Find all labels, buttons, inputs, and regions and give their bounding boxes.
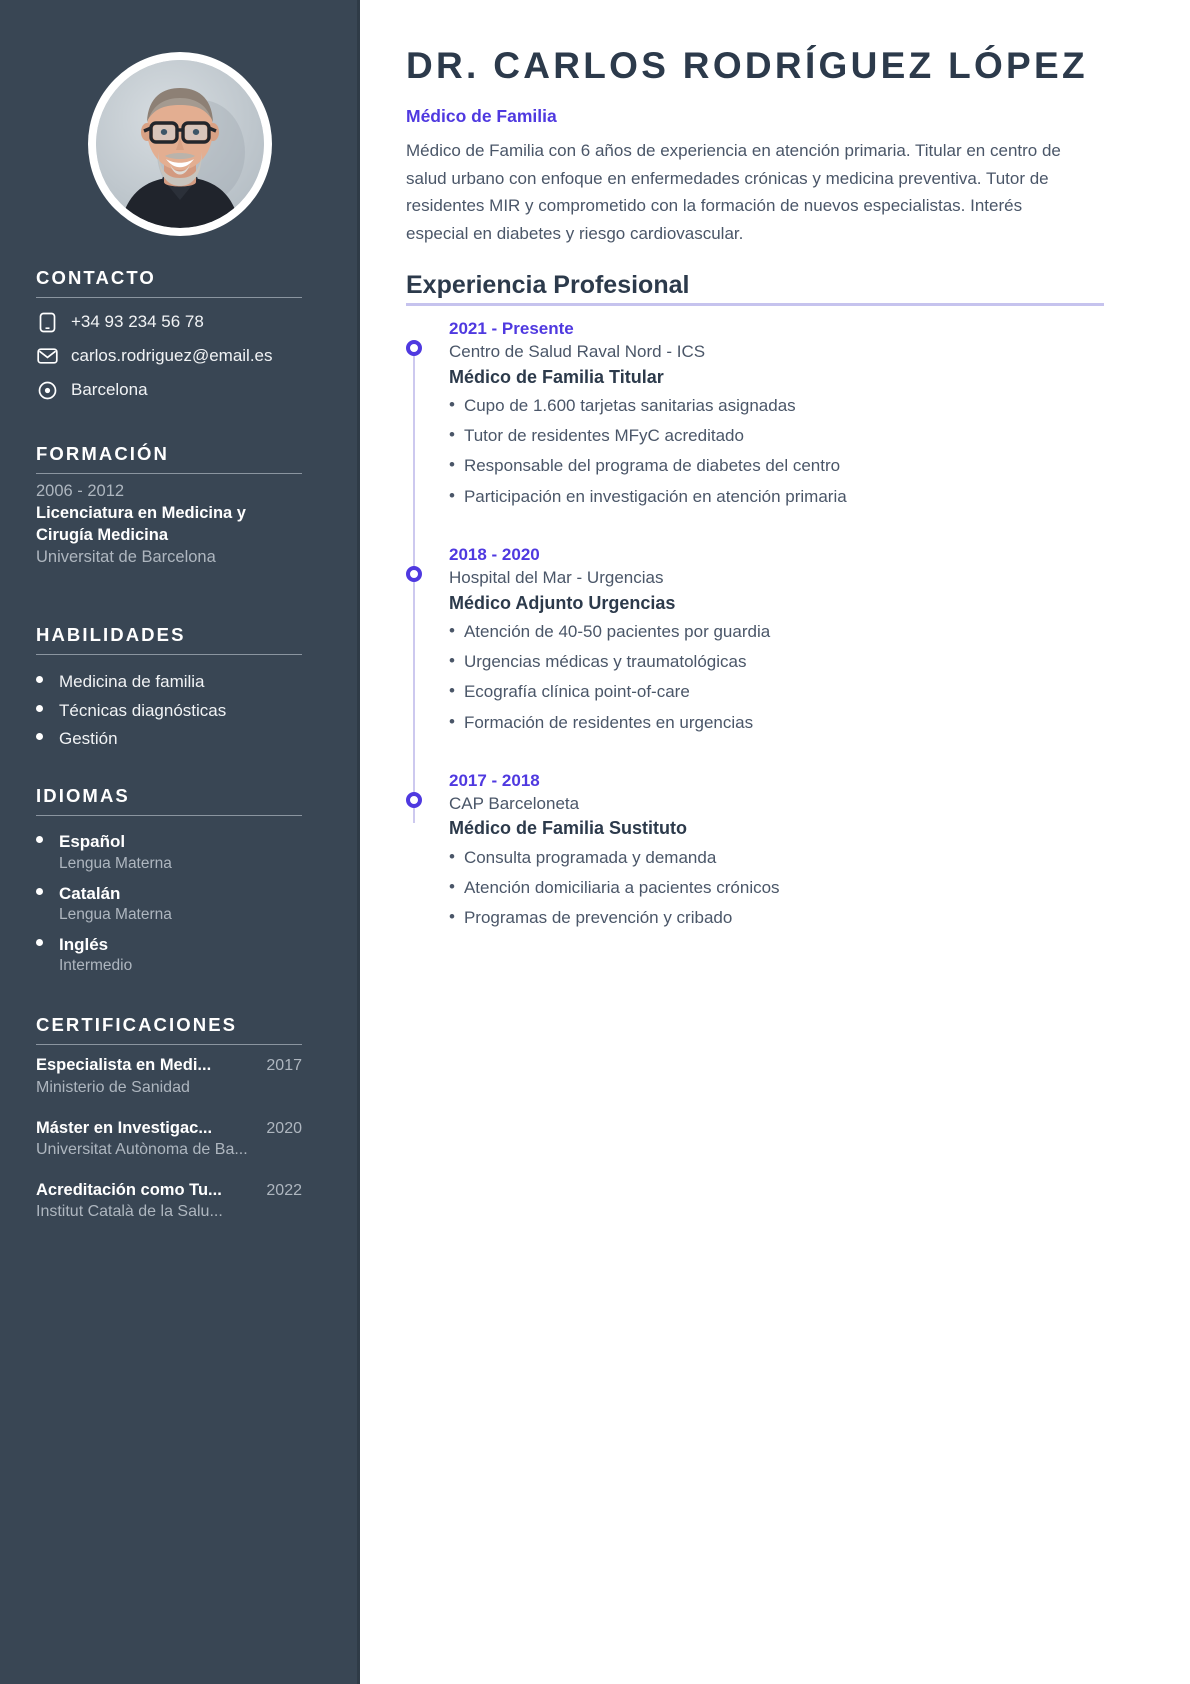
- page-title: DR. CARLOS RODRÍGUEZ LÓPEZ: [406, 45, 1088, 86]
- experience-bullet: [449, 708, 1106, 738]
- experience-bullet-text: Participación en investigación en atención primaria: [463, 486, 847, 506]
- experience-item: [406, 770, 1106, 934]
- experience-section-divider: [406, 303, 1104, 306]
- professional-summary: Médico de Familia con 6 años de experiencia en atención primaria. Titular en centro de salud urbano con enfoque en enfermedades crónicas y medicina preventiva. Tutor de residentes MIR y comprometido con la formación de nuevos especialistas. Interés especial en diabetes y riesgo cardiovascular.: [406, 141, 1061, 243]
- experience-section-title: Experiencia Profesional: [406, 271, 690, 299]
- experience-role: Médico Adjunto Urgencias: [449, 592, 676, 613]
- contact-email-value: carlos.rodriguez@email.es: [71, 346, 273, 366]
- experience-bullet: [449, 391, 1106, 421]
- experience-bullet: [449, 421, 1106, 451]
- avatar-photo: [96, 60, 264, 228]
- bullet-dot-icon: •: [449, 485, 455, 505]
- contact-section: [36, 268, 302, 413]
- experience-bullet-text: Ecografía clínica point-of-care: [463, 682, 690, 702]
- experience-bullet-text: Atención de 40-50 pacientes por guardia: [463, 621, 771, 641]
- main-content: [360, 0, 1190, 1684]
- experience-bullet-text: Urgencias médicas y traumatológicas: [463, 652, 747, 672]
- experience-bullet-text: Cupo de 1.600 tarjetas sanitarias asignadas: [463, 395, 796, 415]
- experience-bullet: [449, 843, 1106, 873]
- language-level: Lengua Materna: [59, 905, 172, 923]
- experience-bullets: [449, 391, 1106, 512]
- bullet-dot-icon: •: [449, 651, 455, 671]
- skill-label: Medicina de familia: [59, 672, 205, 692]
- phone-icon: [36, 311, 58, 333]
- bullet-dot-icon: •: [449, 711, 455, 731]
- certification-name: Máster en Investigac...: [36, 1118, 213, 1137]
- language-name: Catalán: [59, 883, 121, 903]
- experience-bullet-text: Responsable del programa de diabetes del centro: [463, 456, 841, 476]
- experience-bullet: [449, 873, 1106, 903]
- experience-bullet: [449, 647, 1106, 677]
- experience-bullet-text: Formación de residentes en urgencias: [463, 712, 754, 732]
- skills-divider: [36, 654, 302, 655]
- experience-role: Médico de Familia Sustituto: [449, 818, 688, 839]
- certifications-divider: [36, 1044, 302, 1045]
- envelope-icon: [36, 345, 58, 367]
- experience-bullet: [449, 903, 1106, 933]
- bullet-dot-icon: •: [449, 907, 455, 927]
- experience-bullet-text: Programas de prevención y cribado: [463, 908, 733, 928]
- experience-bullets: [449, 617, 1106, 738]
- experience-organization: CAP Barceloneta: [449, 793, 580, 813]
- experience-dates: 2021 - Presente: [449, 319, 574, 338]
- language-item: [36, 934, 302, 976]
- certification-issuer: Ministerio de Sanidad: [36, 1078, 190, 1096]
- certification-item: [36, 1055, 302, 1098]
- skill-item: [36, 728, 302, 749]
- timeline-ring-marker-icon: [406, 566, 422, 582]
- bullet-dot-icon: •: [449, 846, 455, 866]
- language-item: [36, 831, 302, 873]
- bullet-dot-icon: •: [449, 455, 455, 475]
- contact-heading: CONTACTO: [36, 267, 156, 288]
- certification-year: 2017: [266, 1057, 302, 1075]
- job-subtitle: Médico de Familia: [406, 106, 557, 126]
- sidebar: [0, 0, 360, 1684]
- bullet-dot-icon: [36, 836, 43, 843]
- certification-name: Especialista en Medi...: [36, 1056, 212, 1075]
- experience-bullet: [449, 451, 1106, 481]
- experience-organization: Hospital del Mar - Urgencias: [449, 567, 664, 587]
- experience-dates: 2018 - 2020: [449, 544, 540, 564]
- experience-bullet: [449, 677, 1106, 707]
- language-level: Intermedio: [59, 957, 133, 975]
- skill-item: [36, 700, 302, 721]
- bullet-dot-icon: [36, 676, 43, 683]
- experience-item: [406, 544, 1106, 738]
- experience-bullets: [449, 843, 1106, 934]
- skill-label: Gestión: [59, 728, 118, 748]
- bullet-dot-icon: [36, 705, 43, 712]
- education-degree: Licenciatura en Medicina y Cirugía Medicina: [36, 503, 246, 544]
- bullet-dot-icon: •: [449, 425, 455, 445]
- certification-item: [36, 1118, 302, 1161]
- language-name: Inglés: [59, 935, 109, 955]
- certifications-heading: CERTIFICACIONES: [36, 1014, 238, 1035]
- bullet-dot-icon: [36, 939, 43, 946]
- contact-location-value: Barcelona: [71, 380, 148, 400]
- education-heading: FORMACIÓN: [36, 443, 169, 464]
- languages-heading: IDIOMAS: [36, 785, 130, 806]
- certification-issuer: Universitat Autònoma de Ba...: [36, 1141, 248, 1159]
- education-entry: [36, 480, 302, 568]
- contact-item-email[interactable]: [36, 345, 302, 367]
- languages-section: [36, 786, 302, 986]
- education-section: [36, 444, 302, 569]
- skill-item: [36, 671, 302, 692]
- languages-divider: [36, 815, 302, 816]
- timeline-ring-marker-icon: [406, 340, 422, 356]
- experience-organization: Centro de Salud Raval Nord - ICS: [449, 342, 706, 362]
- bullet-dot-icon: [36, 888, 43, 895]
- skill-label: Técnicas diagnósticas: [59, 700, 227, 720]
- bullet-dot-icon: [36, 733, 43, 740]
- bullet-dot-icon: •: [449, 394, 455, 414]
- contact-item-phone[interactable]: [36, 311, 302, 333]
- language-item: [36, 883, 302, 925]
- experience-dates: 2017 - 2018: [449, 770, 540, 790]
- bullet-dot-icon: •: [449, 681, 455, 701]
- skills-heading: HABILIDADES: [36, 624, 186, 645]
- contact-phone-value: +34 93 234 56 78: [71, 312, 204, 332]
- education-divider: [36, 473, 302, 474]
- education-school: Universitat de Barcelona: [36, 548, 216, 567]
- timeline-ring-marker-icon: [406, 792, 422, 808]
- certification-name: Acreditación como Tu...: [36, 1180, 222, 1199]
- avatar: [88, 52, 272, 236]
- certification-issuer: Institut Català de la Salu...: [36, 1203, 223, 1221]
- experience-item: [406, 318, 1106, 512]
- experience-role: Médico de Familia Titular: [449, 366, 664, 387]
- skills-section: [36, 625, 302, 756]
- education-dates: 2006 - 2012: [36, 482, 125, 501]
- language-level: Lengua Materna: [59, 854, 172, 872]
- experience-timeline: [406, 318, 1106, 965]
- certification-item: [36, 1180, 302, 1223]
- experience-bullet: [449, 482, 1106, 512]
- certifications-section: [36, 1015, 302, 1242]
- location-pin-icon: [36, 379, 58, 401]
- bullet-dot-icon: •: [449, 876, 455, 896]
- experience-bullet-text: Tutor de residentes MFyC acreditado: [463, 426, 744, 446]
- language-name: Español: [59, 832, 126, 852]
- experience-bullet-text: Consulta programada y demanda: [463, 847, 717, 867]
- contact-item-location[interactable]: [36, 379, 302, 401]
- experience-bullet-text: Atención domiciliaria a pacientes crónicos: [463, 877, 780, 897]
- bullet-dot-icon: •: [449, 620, 455, 640]
- contact-divider: [36, 297, 302, 298]
- experience-bullet: [449, 617, 1106, 647]
- certification-year: 2020: [266, 1119, 302, 1137]
- certification-year: 2022: [266, 1181, 302, 1199]
